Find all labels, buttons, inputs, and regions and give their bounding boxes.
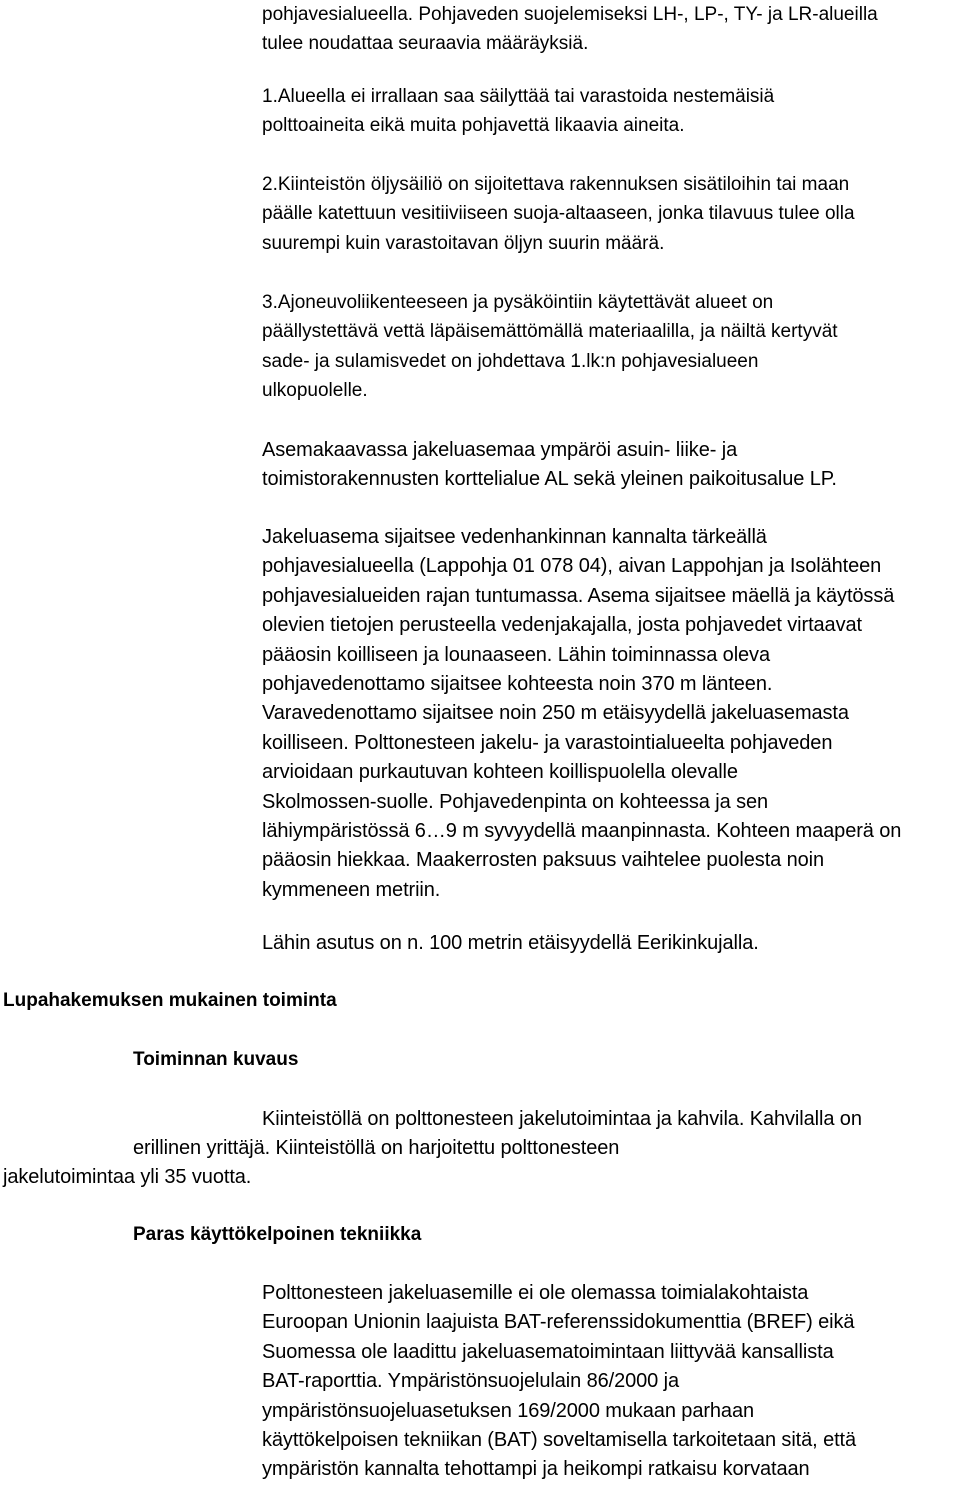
text-line: pääosin koilliseen ja lounaaseen. Lähin toiminnassa oleva xyxy=(262,643,770,666)
text-line: BAT-raporttia. Ympäristönsuojelulain 86/2000 ja xyxy=(262,1370,680,1393)
rule-1 xyxy=(262,82,960,141)
text-line: ympäristönsuojeluasetuksen 169/2000 mukaan parhaan xyxy=(262,1399,755,1422)
text-line: 3.Ajoneuvoliikenteeseen ja pysäköintiin käytettävät alueet on xyxy=(262,292,774,313)
text-line: Kiinteistöllä on polttonesteen jakelutoimintaa ja kahvila. Kahvilalla on xyxy=(262,1108,862,1130)
text-line: Asemakaavassa jakeluasemaa ympäröi asuin- liike- ja xyxy=(262,439,738,461)
text-line: tulee noudattaa seuraavia määräyksiä. xyxy=(262,33,589,55)
text-line: Lähin asutus on n. 100 metrin etäisyydellä Eerikinkujalla. xyxy=(262,932,759,954)
text-line: lähiympäristössä 6…9 m syvyydellä maanpinnasta. Kohteen maaperä on xyxy=(262,820,902,843)
text-line: Polttonesteen jakeluasemille ei ole olemassa toimialakohtaista xyxy=(262,1282,809,1304)
toiminta-line-2 xyxy=(133,1134,619,1163)
text-line: erillinen yrittäjä. Kiinteistöllä on harjoitettu polttonesteen xyxy=(133,1137,620,1159)
text-line: pohjavedenottamo sijaitsee kohteesta noin 370 m länteen. xyxy=(262,673,773,696)
text-line: Euroopan Unionin laajuista BAT-referenssidokumenttia (BREF) eikä xyxy=(262,1311,855,1334)
text-line: Varavedenottamo sijaitsee noin 250 m etäisyydellä jakeluasemasta xyxy=(262,702,849,725)
toiminta-line-1 xyxy=(262,1105,862,1134)
sijainti-paragraph xyxy=(262,523,960,905)
intro-paragraph xyxy=(262,0,960,59)
asemakaava-paragraph xyxy=(262,436,960,495)
text-line: sade- ja sulamisvedet on johdettava 1.lk:n pohjavesialueen xyxy=(262,350,759,372)
text-line: pohjavesialueella. Pohjaveden suojelemiseksi LH-, LP-, TY- ja LR-alueilla xyxy=(262,4,878,25)
text-line: käyttökelpoisen tekniikan (BAT) soveltamisella tarkoitetaan sitä, että xyxy=(262,1429,857,1452)
text-line: päälle katettuun vesitiiviiseen suoja-altaaseen, jonka tilavuus tulee olla xyxy=(262,203,855,225)
text-line: olevien tietojen perusteella vedenjakajalla, josta pohjavedet virtaavat xyxy=(262,614,862,637)
text-line: kymmeneen metriin. xyxy=(262,878,441,901)
text-line: suurempi kuin varastoitavan öljyn suurin määrä. xyxy=(262,232,665,254)
text-line: ympäristön kannalta tehottampi ja heikompi ratkaisu korvataan xyxy=(262,1458,810,1481)
rule-3 xyxy=(262,288,960,406)
text-line: ulkopuolelle. xyxy=(262,380,368,402)
section-heading: Lupahakemuksen mukainen toiminta xyxy=(3,990,337,1011)
text-line: 1.Alueella ei irrallaan saa säilyttää tai varastoida nestemäisiä xyxy=(262,86,775,107)
text-line: Jakeluasema sijaitsee vedenhankinnan kannalta tärkeällä xyxy=(262,526,767,548)
text-line: polttoaineita eikä muita pohjavettä likaavia aineita. xyxy=(262,115,685,137)
toiminta-line-3 xyxy=(3,1163,251,1192)
text-line: pohjavesialueiden rajan tuntumassa. Asema sijaitsee mäellä ja käytössä xyxy=(262,584,895,607)
asutus-paragraph xyxy=(262,929,960,958)
text-line: koilliseen. Polttonesteen jakelu- ja varastointialueelta pohjaveden xyxy=(262,731,833,754)
rule-2 xyxy=(262,170,960,258)
text-line: jakelutoimintaa yli 35 vuotta. xyxy=(3,1166,252,1188)
text-line: Skolmossen-suolle. Pohjavedenpinta on kohteessa ja sen xyxy=(262,790,769,813)
text-line: pohjavesialueella (Lappohja 01 078 04), aivan Lappohjan ja Isolähteen xyxy=(262,555,882,578)
bat-heading: Paras käyttökelpoinen tekniikka xyxy=(133,1224,422,1245)
text-line: 2.Kiinteistön öljysäiliö on sijoitettava rakennuksen sisätiloihin tai maan xyxy=(262,174,850,195)
bat-paragraph xyxy=(262,1279,960,1485)
text-line: Suomessa ole laadittu jakeluasematoimintaan liittyvää kansallista xyxy=(262,1340,834,1363)
text-line: päällystettävä vettä läpäisemättömällä materiaalilla, ja näiltä kertyvät xyxy=(262,321,838,343)
toiminta-heading: Toiminnan kuvaus xyxy=(133,1049,299,1070)
text-line: pääosin hiekkaa. Maakerrosten paksuus vaihtelee puolesta noin xyxy=(262,849,825,872)
text-line: arvioidaan purkautuvan kohteen koillispuolella olevalle xyxy=(262,761,738,784)
text-line: toimistorakennusten korttelialue AL sekä yleinen paikoitusalue LP. xyxy=(262,468,837,491)
